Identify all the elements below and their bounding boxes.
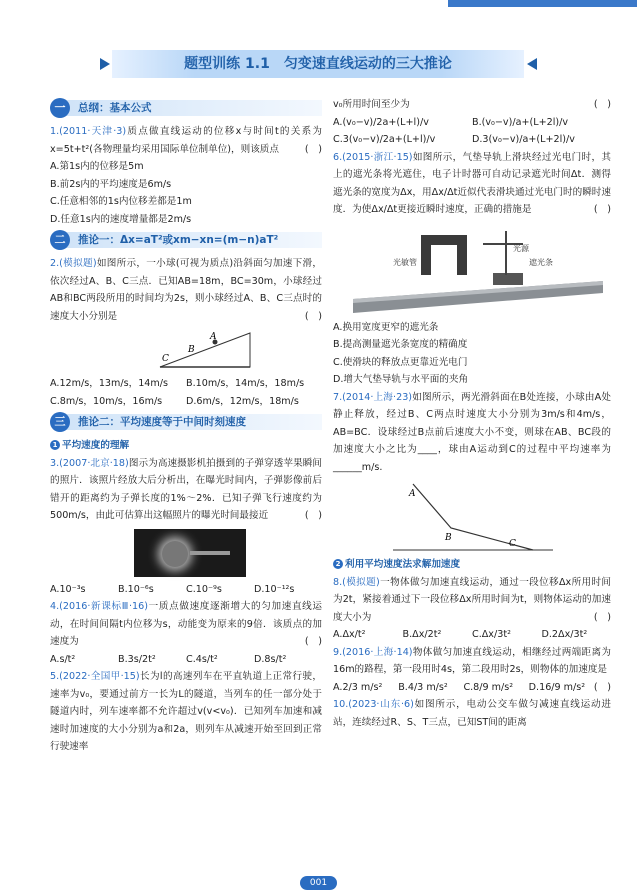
option[interactable]: C.8/9 m/s² — [463, 681, 514, 693]
option[interactable]: A.Δx/t² — [333, 629, 366, 640]
question-4-options — [50, 651, 322, 669]
page-number: 001 — [300, 876, 337, 890]
section-title: 总纲：基本公式 — [78, 102, 152, 114]
option[interactable]: C.10⁻⁹s — [186, 583, 222, 595]
option[interactable]: B.3s/2t² — [118, 653, 156, 665]
point-label-c: C — [509, 539, 516, 549]
point-label-a: A — [409, 489, 416, 499]
question-5-options — [333, 114, 611, 149]
top-bar-tab — [448, 0, 637, 7]
section-title: 推论一：Δx=aT²或xm−xn=(m−n)aT² — [78, 234, 279, 246]
section-number: 三 — [50, 412, 70, 432]
question-5-continued: v₀所用时间至少为 ( ) — [333, 99, 611, 110]
option[interactable]: D.增大气垫导轨与水平面的夹角 — [333, 374, 469, 385]
option[interactable]: B.提高测量遮光条宽度的精确度 — [333, 339, 468, 350]
label-light-source: 光源 — [513, 243, 529, 253]
page-title: 题型训练 1.1 匀变速直线运动的三大推论 — [112, 50, 524, 78]
banner-left-arrow — [100, 58, 110, 70]
section-number: 一 — [50, 98, 70, 118]
question-9-options — [333, 679, 594, 697]
option[interactable]: A.s/t² — [50, 653, 76, 665]
two-incline-diagram — [333, 478, 611, 554]
question-6-options — [333, 319, 611, 389]
incline-figure — [50, 327, 322, 373]
section-header-2 — [50, 230, 322, 250]
question-7: 7.(2014·上海·23)如图所示，两光滑斜面在B处连接，小球由A处静止释放，经过B、C两点时速度大小分别为3m/s和4m/s，AB=BC．设球经过B点前后速度大小不变，则球在AB、BC段的加速度大小之比为____，球由A运动到C的过程中平均速率为______m/s. — [333, 391, 611, 473]
option[interactable]: B.(v₀−v)/a+(L+2l)/v — [472, 116, 569, 128]
section-header-3 — [50, 412, 322, 432]
option[interactable]: C.使滑块的释放点更靠近光电门 — [333, 356, 468, 368]
option[interactable]: D.8s/t² — [254, 653, 287, 665]
option[interactable]: A.12m/s，13m/s，14m/s — [50, 378, 168, 389]
question-4: 4.(2016·新课标Ⅲ·16)一质点做速度逐渐增大的匀加速直线运动，在时间间隔t内位移为s，动能变为原来的9倍．该质点的加速度为 ( ) — [50, 601, 323, 647]
subsection-title: 1 平均速度的理解 — [50, 437, 322, 455]
question-2-options — [50, 375, 322, 410]
point-label-a: A — [210, 332, 217, 342]
question-1-options — [50, 158, 322, 228]
option[interactable]: A.换用宽度更窄的遮光条 — [333, 321, 439, 333]
question-6: 6.(2015·浙江·15)如图所示，气垫导轨上滑块经过光电门时，其上的遮光条将光遮住，电子计时器可自动记录遮光时间Δt．测得遮光条的宽度为Δx，用Δx/Δt近似代表滑块通过光电门时的瞬时速度．为使Δx/Δt更接近瞬时速度，正确的措施是 ( ) — [333, 151, 611, 215]
option[interactable]: D.2Δx/3t² — [541, 629, 588, 640]
incline-diagram — [50, 327, 322, 373]
label-photocell: 光敏管 — [393, 257, 417, 267]
section-title: 推论二：平均速度等于中间时刻速度 — [78, 416, 246, 428]
option[interactable]: D.10⁻¹²s — [254, 583, 295, 595]
point-label-c: C — [162, 354, 169, 364]
bullet-photo — [50, 527, 322, 579]
question-5: 5.(2022·全国甲·15)长为l的高速列车在平直轨道上正常行驶，速率为v₀，要通过前方一长为L的隧道，当列车的任一部分处于隧道内时，列车速率都不允许超过v(v<v₀)．已知列车加速和减速时加速度的大小分别为a和2a，则列车从减速开始至回到正常行驶速率 — [50, 671, 322, 752]
option[interactable]: B.4/3 m/s² — [398, 681, 448, 693]
subsection-title: 2 利用平均速度法求解加速度 — [333, 556, 611, 574]
option[interactable]: A.10⁻³s — [50, 583, 86, 595]
label-shading-strip: 遮光条 — [529, 257, 553, 267]
option[interactable]: C.4s/t² — [186, 653, 218, 665]
option[interactable]: B.10⁻⁶s — [118, 583, 154, 595]
question-3-options — [50, 581, 322, 599]
option[interactable]: B.前2s内的平均速度是6m/s — [50, 178, 172, 190]
option[interactable]: C.8m/s，10m/s，16m/s — [50, 395, 163, 407]
option[interactable]: D.任意1s内的速度增量都是2m/s — [50, 213, 192, 225]
option[interactable]: A.(v₀−v)/2a+(L+l)/v — [333, 116, 429, 128]
two-incline-figure — [333, 478, 611, 554]
option[interactable]: D.16/9 m/s² — [528, 681, 586, 693]
option[interactable]: C.Δx/3t² — [472, 629, 511, 640]
option[interactable]: A.第1s内的位移是5m — [50, 161, 144, 172]
point-label-b: B — [445, 533, 452, 543]
question-9: 9.(2016·上海·14)物体做匀加速直线运动，相继经过两端距离为16m的路程，第一段用时4s，第二段用时2s，则物体的加速度是 ( ) — [333, 646, 611, 693]
option[interactable]: B.10m/s，14m/s，18m/s — [186, 378, 305, 389]
option[interactable]: C.3(v₀−v)/2a+(L+l)/v — [333, 134, 436, 145]
top-bar — [0, 0, 637, 8]
question-8-options — [333, 626, 611, 644]
left-column — [50, 96, 322, 756]
option[interactable]: D.3(v₀−v)/a+(L+2l)/v — [472, 134, 575, 145]
apple-shape — [162, 541, 188, 567]
question-10: 10.(2023·山东·6)如图所示，电动公交车做匀减速直线运动进站，连续经过R、S、T三点，已知ST间的距离 — [333, 699, 612, 728]
photo-frame — [134, 529, 246, 577]
question-2: 2.(模拟题)如图所示，一小球(可视为质点)沿斜面匀加速下滑，依次经过A、B、C三点．已知AB=18m，BC=30m，小球经过AB和BC两段所用的时间均为2s，则小球经过A、B、C三点时的速度大小分别是 ( ) — [50, 258, 322, 322]
right-column — [333, 96, 611, 731]
air-track-figure — [333, 221, 611, 317]
option[interactable]: D.6m/s，12m/s，18m/s — [186, 395, 299, 407]
banner-right-arrow — [527, 58, 537, 70]
bullet-trail — [190, 551, 230, 555]
option[interactable]: B.Δx/2t² — [402, 629, 442, 640]
question-1: 1.(2011·天津·3)质点做直线运动的位移x与时间t的关系为x=5t+t²(各物理量均采用国际单位制单位)，则该质点 ( ) — [50, 126, 322, 155]
section-number: 二 — [50, 230, 70, 250]
question-3: 3.(2007·北京·18)图示为高速摄影机拍摄到的子弹穿透苹果瞬间的照片．该照片经放大后分析出，在曝光时间内，子弹影像前后错开的距离约为子弹长度的1%～2%．已知子弹飞行速度约为500m/s，由此可估算出这幅照片的曝光时间最接近 ( ) — [50, 457, 322, 521]
section-header-1 — [50, 98, 322, 118]
air-track-diagram — [333, 221, 611, 317]
option[interactable]: C.任意相邻的1s内位移差都是1m — [50, 196, 192, 207]
point-label-b: B — [188, 345, 195, 355]
question-8: 8.(模拟题)一物体做匀加速直线运动，通过一段位移Δx所用时间为2t，紧接着通过下一段位移Δx所用时间为t，则物体运动的加速度大小为 ( ) — [333, 576, 611, 623]
option[interactable]: A.2/3 m/s² — [333, 681, 383, 693]
